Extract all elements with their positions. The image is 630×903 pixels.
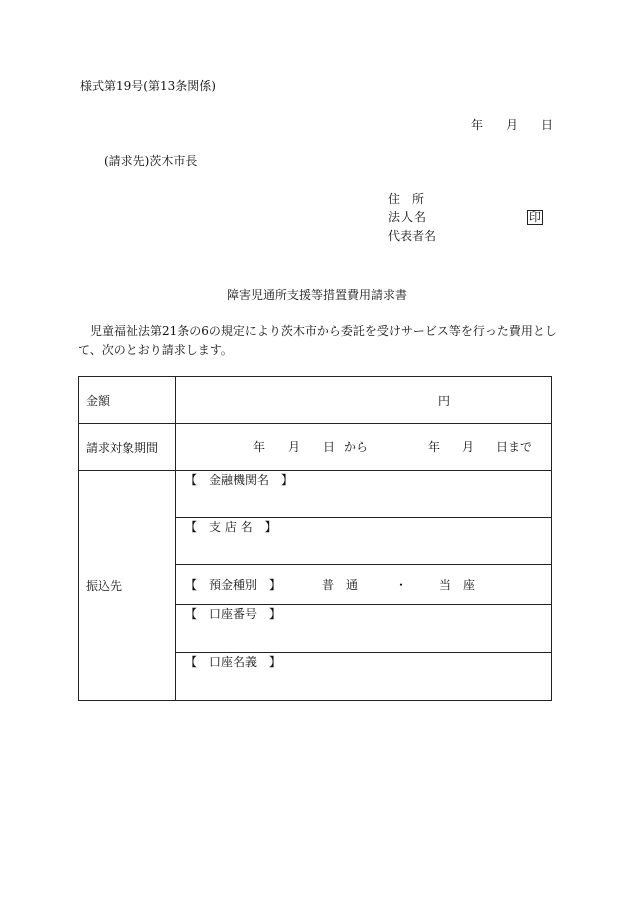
document-title: 障害児通所支援等措置費用請求書 <box>227 288 408 302</box>
account-holder-label: 【 口座名義 】 <box>185 655 282 669</box>
body-text-line2: て、次のとおり請求します。 <box>78 343 233 357</box>
transfer-label: 振込先 <box>79 471 176 701</box>
period-day1: 日 <box>323 440 336 454</box>
period-year2: 年 <box>428 440 441 454</box>
bank-name-field[interactable] <box>176 471 552 518</box>
period-until: 日まで <box>496 440 533 454</box>
representative-label: 代表者名 <box>388 229 437 243</box>
date-month-label: 月 <box>506 118 519 132</box>
period-month1: 月 <box>288 440 301 454</box>
period-field[interactable] <box>176 424 552 471</box>
claim-form-table <box>78 376 552 701</box>
account-number-field[interactable] <box>176 605 552 653</box>
type-ordinary[interactable]: 普 通 <box>322 578 359 592</box>
seal-mark: 印 <box>529 210 542 224</box>
account-type-field[interactable] <box>176 565 552 605</box>
corp-name-label: 法人名 <box>388 210 428 224</box>
account-number-label: 【 口座番号 】 <box>185 607 282 621</box>
period-label: 請求対象期間 <box>79 424 176 471</box>
branch-name-field[interactable] <box>176 518 552 565</box>
period-month2: 月 <box>462 440 475 454</box>
account-holder-field[interactable] <box>176 653 552 701</box>
period-row <box>79 424 552 471</box>
body-text-line1: 児童福祉法第21条の6の規定により茨木市から委託を受けサービス等を行った費用とし <box>90 324 557 338</box>
period-from: から <box>344 440 369 454</box>
amount-field[interactable] <box>176 377 552 424</box>
amount-row <box>79 377 552 424</box>
date-day-label: 日 <box>541 118 554 132</box>
form-number: 様式第19号(第13条関係) <box>80 79 216 93</box>
period-year1: 年 <box>253 440 266 454</box>
address-label: 住 所 <box>388 192 425 206</box>
date-year-label: 年 <box>471 118 484 132</box>
account-type-label: 【 預金種別 】 <box>185 578 282 592</box>
amount-label: 金額 <box>79 377 176 424</box>
branch-name-label: 【 支 店 名 】 <box>185 520 277 534</box>
type-separator: ・ <box>395 578 408 592</box>
bank-name-label: 【 金融機関名 】 <box>185 473 294 487</box>
amount-unit: 円 <box>438 394 451 408</box>
type-current[interactable]: 当 座 <box>439 578 476 592</box>
bank-name-row <box>79 471 552 518</box>
addressee: (請求先)茨木市長 <box>104 154 198 168</box>
